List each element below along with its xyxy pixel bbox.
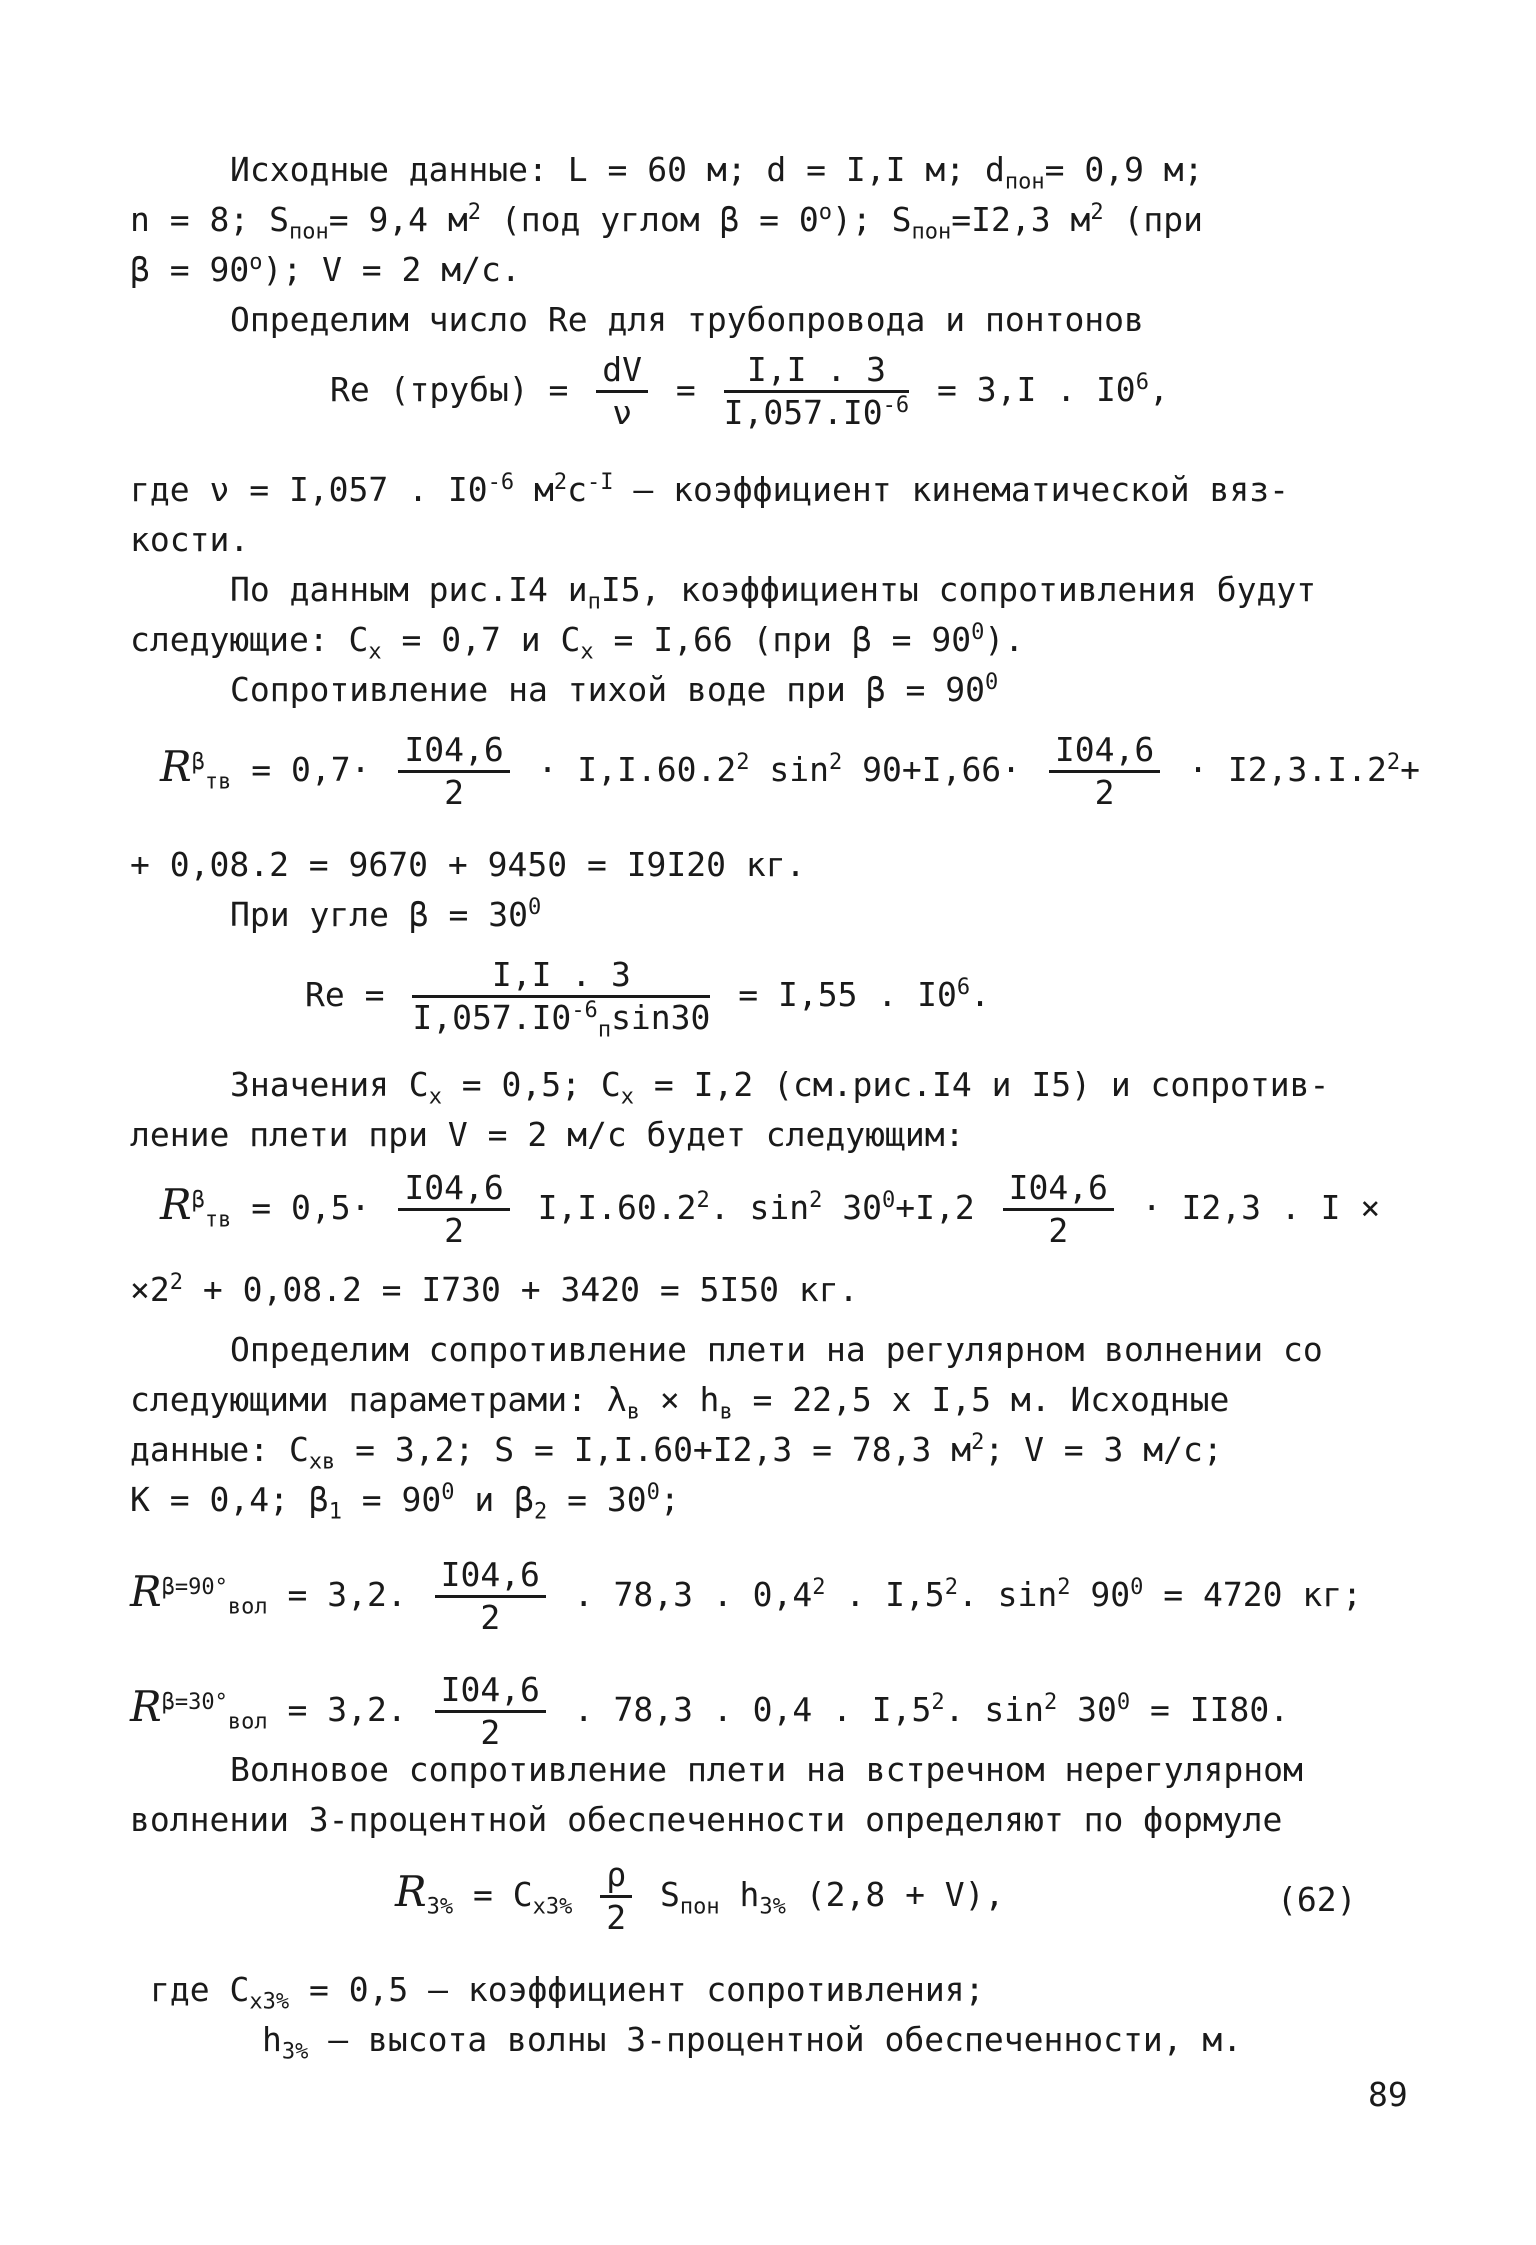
text-line: $\times 2^2 + 0,08.2 = I730 + 3420 = 5I50$ кг. [130, 1270, 859, 1309]
equation-number: (62) [1277, 1880, 1357, 1919]
fraction: $\frac{dV}{\nu}$ [596, 350, 648, 433]
text-line: следующими параметрами: $\lambda_в \times h_в = 22,5$ x I,5 м. Исходные [130, 1380, 1230, 1425]
fraction: $\frac{I,I . 3}{I,057.I0^{-6}}$ [723, 350, 910, 432]
text-line: Значения $C_x = 0,5$; $C_x = I,2$ (см.рис.I4 и I5) и сопротив- [230, 1065, 1330, 1110]
formula-r-vol-90: $R^{\beta=90^\circ}_{вол} = 3,2$. $\frac{I04,6}{2}$ . 78,3 . $0,4^2$ . $I,5^2$. $\sin^2 90^0 = 4720$ кг; [130, 1555, 1362, 1637]
text-line: n = 8; $S_{пон}= 9,4$ $м^2$ (под углом $\beta = 0^o$); $S_{пон}=I2,3$ $м^2$ (при [130, 200, 1203, 245]
fraction: $\frac{I04,6}{2}$ [435, 1670, 546, 1753]
text-line: Исходные данные: L = 60 м; d = I,I м; $d_{пон}= 0,9$ м; [230, 150, 1204, 195]
text-line: данные: $C_{xв} = 3,2$; S = I,I.60+I2,3 = 78,3 $м^2$; V = 3 м/с; [130, 1430, 1223, 1475]
text-line: По данным рис.I4 $и_пI5$, коэффициенты сопротивления будут [230, 570, 1317, 615]
text-line: кости. [130, 520, 250, 559]
text-line: Сопротивление на тихой воде при $\beta = 90^0$ [230, 670, 999, 709]
text-line: Определим сопротивление плети на регулярном волнении со [230, 1330, 1323, 1369]
text-line: $\beta = 90^o$); V = 2 м/с. [130, 250, 521, 289]
formula-r-tv-90: $R^\beta_{тв} = 0,7\cdot$ $\frac{I04,6}{2}$ · $I,I.60.2^2$ $\sin^2 90+I,66\cdot$ $\frac{I04,6}{2}$ · $I2,3.I.2^2+$ [160, 730, 1420, 812]
text-line: + 0,08.2 = 9670 + 9450 = I9I20 кг. [130, 845, 806, 884]
fraction: $\frac{I04,6}{2}$ [435, 1555, 546, 1638]
text-line: Определим число Re для трубопровода и понтонов [230, 300, 1144, 339]
fraction: $\frac{I04,6}{2}$ [398, 1168, 509, 1251]
text-line: где ν = I,057 . $I0^{-6}$ $м^2с^{-I}$ – коэффициент кинематической вяз- [130, 470, 1290, 509]
text-line: Волновое сопротивление плети на встречном нерегулярном [230, 1750, 1303, 1789]
formula-r-tv-30: $R^\beta_{тв} = 0,5\cdot$ $\frac{I04,6}{2}$ I,I.60.2$^2$. $\sin^2 30^0+I,2$ $\frac{I04,6}{2}$ · I2,3 . I × [160, 1168, 1381, 1250]
page-number: 89 [1368, 2075, 1408, 2114]
text-line: При угле $\beta = 30^0$ [230, 895, 542, 934]
formula-62: $R_{3\%} = C_{x3\%}$ $\frac{\rho}{2}$ $S_{пон}$ $h_{3\%}$ (2,8 + V), [395, 1855, 1005, 1937]
text-line: K = 0,4; $\beta_1 = 90^0$ и $\beta_2 = 30^0$; [130, 1480, 680, 1525]
fraction: $\frac{I,I . 3}{I,057.I0^{-6}_п\sin 30}$ [412, 955, 711, 1043]
formula-re-pipe: Re (трубы) = $\frac{dV}{\nu}$ = $\frac{I,I . 3}{I,057.I0^{-6}}$ = 3,I . $I0^6$, [330, 350, 1169, 432]
fraction: $\frac{I04,6}{2}$ [398, 730, 509, 813]
text-line: где $C_{x3\%} = 0,5$ – коэффициент сопротивления; [150, 1970, 985, 2015]
fraction: $\frac{I04,6}{2}$ [1003, 1168, 1114, 1251]
text-line: $h_{3\%}$ – высота волны 3-процентной обеспеченности, м. [262, 2020, 1243, 2065]
fraction: $\frac{I04,6}{2}$ [1049, 730, 1160, 813]
text-line: ление плети при V = 2 м/с будет следующим: [130, 1115, 965, 1154]
fraction: $\frac{\rho}{2}$ [600, 1855, 632, 1938]
text-line: волнении 3-процентной обеспеченности определяют по формуле [130, 1800, 1283, 1839]
formula-r-vol-30: $R^{\beta=30^\circ}_{вол} = 3,2$. $\frac{I04,6}{2}$ . 78,3 . 0,4 . $I,5^2$. $\sin^2 30^0 = II80$. [130, 1670, 1290, 1752]
formula-re-30: Re = $\frac{I,I . 3}{I,057.I0^{-6}_п\sin 30}$ = I,55 . $I0^6$. [305, 955, 990, 1043]
text-line: следующие: $C_x = 0,7$ и $C_x = I,66$ (при $\beta = 90^0$). [130, 620, 1025, 665]
